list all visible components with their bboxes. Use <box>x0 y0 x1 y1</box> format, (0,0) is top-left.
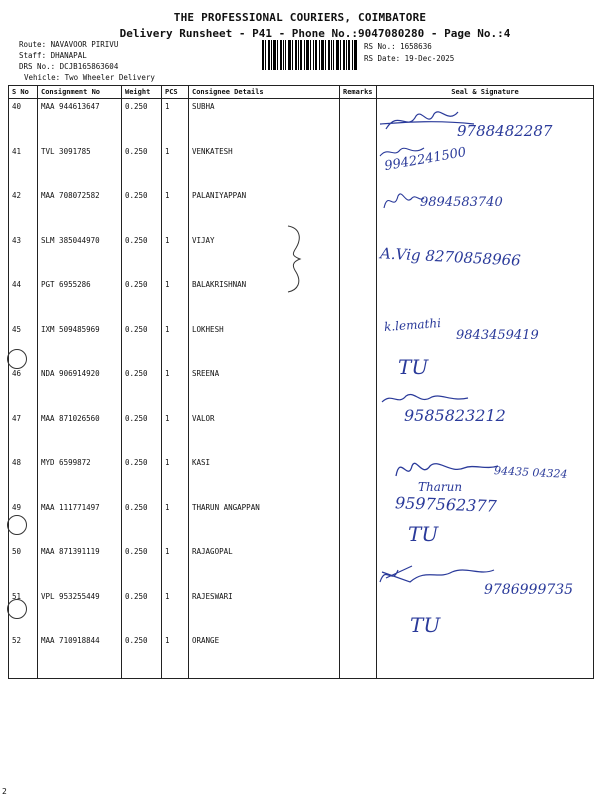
remarks-cell <box>340 99 377 144</box>
consignee-name: VALOR <box>189 411 340 456</box>
staff-label: Staff: DHANAPAL <box>19 51 87 60</box>
consignment-number: NDA 906914920 <box>38 366 122 411</box>
remarks-cell <box>340 544 377 589</box>
drs-number: DRS No.: DCJB165863604 <box>19 62 119 71</box>
pcs-cell: 1 <box>162 277 189 322</box>
signature-41: 9942241500 <box>383 144 468 175</box>
consignment-number: MAA 871391119 <box>38 544 122 589</box>
circle-mark <box>7 599 27 619</box>
consignment-number: VPL 953255449 <box>38 589 122 634</box>
consignee-name: BALAKRISHNAN <box>189 277 340 322</box>
serial-number: 46 <box>9 366 38 411</box>
col-header-signature: Seal & Signature <box>377 86 594 99</box>
signature-40: 9788482287 <box>457 122 553 140</box>
signature-47: 9585823212 <box>404 406 506 425</box>
table-row <box>9 500 594 545</box>
col-header-remarks: Remarks <box>340 86 377 99</box>
serial-number: 48 <box>9 455 38 500</box>
consignee-name: LOKHESH <box>189 322 340 367</box>
signature-45-phone: 9843459419 <box>456 328 539 343</box>
weight-cell: 0.250 <box>122 233 162 278</box>
circle-mark <box>7 349 27 369</box>
signature-scribble <box>376 562 496 588</box>
signature-scribble <box>378 142 428 162</box>
consignment-number: IXM 509485969 <box>38 322 122 367</box>
serial-number: 50 <box>9 544 38 589</box>
rs-date: RS Date: 19-Dec-2025 <box>364 54 455 63</box>
weight-cell: 0.250 <box>122 455 162 500</box>
pcs-cell: 1 <box>162 322 189 367</box>
table-row <box>9 144 594 189</box>
col-header-weight: Weight <box>122 86 162 99</box>
serial-number: 42 <box>9 188 38 233</box>
company-title: THE PROFESSIONAL COURIERS, COIMBATORE <box>173 11 427 24</box>
col-header-pcs: PCS <box>162 86 189 99</box>
weight-cell: 0.250 <box>122 544 162 589</box>
remarks-cell <box>340 366 377 411</box>
signature-52: TU <box>410 613 441 637</box>
pcs-cell: 1 <box>162 411 189 456</box>
weight-cell: 0.250 <box>122 589 162 634</box>
weight-cell: 0.250 <box>122 99 162 144</box>
consignee-name: SUBHA <box>189 99 340 144</box>
remarks-cell <box>340 500 377 545</box>
signature-scribble <box>390 452 500 482</box>
pcs-cell: 1 <box>162 99 189 144</box>
consignment-number: TVL 3091785 <box>38 144 122 189</box>
serial-number: 47 <box>9 411 38 456</box>
route-label: Route: NAVAVOOR PIRIVU <box>19 40 119 49</box>
consignee-name: RAJAGOPAL <box>189 544 340 589</box>
col-header-sno: S No <box>9 86 38 99</box>
pcs-cell: 1 <box>162 500 189 545</box>
pcs-cell: 1 <box>162 544 189 589</box>
remarks-cell <box>340 411 377 456</box>
remarks-cell <box>340 322 377 367</box>
consignee-name: VENKATESH <box>189 144 340 189</box>
consignment-number: MAA 708072582 <box>38 188 122 233</box>
signature-scribble <box>380 186 425 216</box>
remarks-cell <box>340 233 377 278</box>
pcs-cell: 1 <box>162 233 189 278</box>
signature-49-name: Tharun <box>418 480 463 494</box>
signature-50: TU <box>408 522 439 546</box>
signature-45-name: k.lemathi <box>383 316 442 334</box>
footer-mark: 2 <box>2 787 7 796</box>
col-header-consignee: Consignee Details <box>189 86 340 99</box>
consignment-number: MAA 111771497 <box>38 500 122 545</box>
col-header-consignment: Consignment No <box>38 86 122 99</box>
weight-cell: 0.250 <box>122 500 162 545</box>
circle-mark <box>7 515 27 535</box>
table-row <box>9 633 594 678</box>
pcs-cell: 1 <box>162 188 189 233</box>
serial-number: 44 <box>9 277 38 322</box>
serial-number: 40 <box>9 99 38 144</box>
table-row <box>9 366 594 411</box>
weight-cell: 0.250 <box>122 633 162 678</box>
pcs-cell: 1 <box>162 455 189 500</box>
weight-cell: 0.250 <box>122 411 162 456</box>
bracket-scribble <box>284 224 308 294</box>
consignment-number: MAA 944613647 <box>38 99 122 144</box>
remarks-cell <box>340 455 377 500</box>
consignee-name: THARUN ANGAPPAN <box>189 500 340 545</box>
runsheet-title: Delivery Runsheet - P41 - Phone No.:9047080280 - Page No.:4 <box>119 27 511 40</box>
consignment-number: MAA 871026560 <box>38 411 122 456</box>
signature-48: 94435 04324 <box>493 464 568 481</box>
serial-number: 41 <box>9 144 38 189</box>
signature-49-phone: 9597562377 <box>394 493 498 516</box>
weight-cell: 0.250 <box>122 144 162 189</box>
consignee-name: PALANIYAPPAN <box>189 188 340 233</box>
signature-43: A.Vig 8270858966 <box>379 244 522 270</box>
weight-cell: 0.250 <box>122 322 162 367</box>
table-header-row <box>9 86 594 99</box>
remarks-cell <box>340 144 377 189</box>
weight-cell: 0.250 <box>122 188 162 233</box>
signature-42: 9894583740 <box>420 195 503 210</box>
consignee-name: RAJESWARI <box>189 589 340 634</box>
pcs-cell: 1 <box>162 144 189 189</box>
consignment-number: SLM 385044970 <box>38 233 122 278</box>
pcs-cell: 1 <box>162 633 189 678</box>
consignment-number: PGT 6955286 <box>38 277 122 322</box>
signature-46: TU <box>398 355 429 379</box>
consignee-name: SREENA <box>189 366 340 411</box>
barcode <box>262 40 358 70</box>
serial-number: 52 <box>9 633 38 678</box>
signature-cell <box>377 633 594 678</box>
pcs-cell: 1 <box>162 589 189 634</box>
serial-number: 51 <box>9 589 38 634</box>
consignee-name: VIJAY <box>189 233 340 278</box>
remarks-cell <box>340 633 377 678</box>
serial-number: 43 <box>9 233 38 278</box>
consignee-name: ORANGE <box>189 633 340 678</box>
remarks-cell <box>340 188 377 233</box>
remarks-cell <box>340 277 377 322</box>
consignment-number: MYD 6599872 <box>38 455 122 500</box>
rs-number: RS No.: 1658636 <box>364 42 432 51</box>
weight-cell: 0.250 <box>122 366 162 411</box>
signature-51: 9786999735 <box>484 582 574 598</box>
pcs-cell: 1 <box>162 366 189 411</box>
signature-scribble <box>378 104 478 139</box>
vehicle-label: Vehicle: Two Wheeler Delivery <box>24 73 155 82</box>
weight-cell: 0.250 <box>122 277 162 322</box>
consignment-number: MAA 710918844 <box>38 633 122 678</box>
remarks-cell <box>340 589 377 634</box>
signature-cell <box>377 277 594 322</box>
serial-number: 49 <box>9 500 38 545</box>
consignee-name: KASI <box>189 455 340 500</box>
serial-number: 45 <box>9 322 38 367</box>
